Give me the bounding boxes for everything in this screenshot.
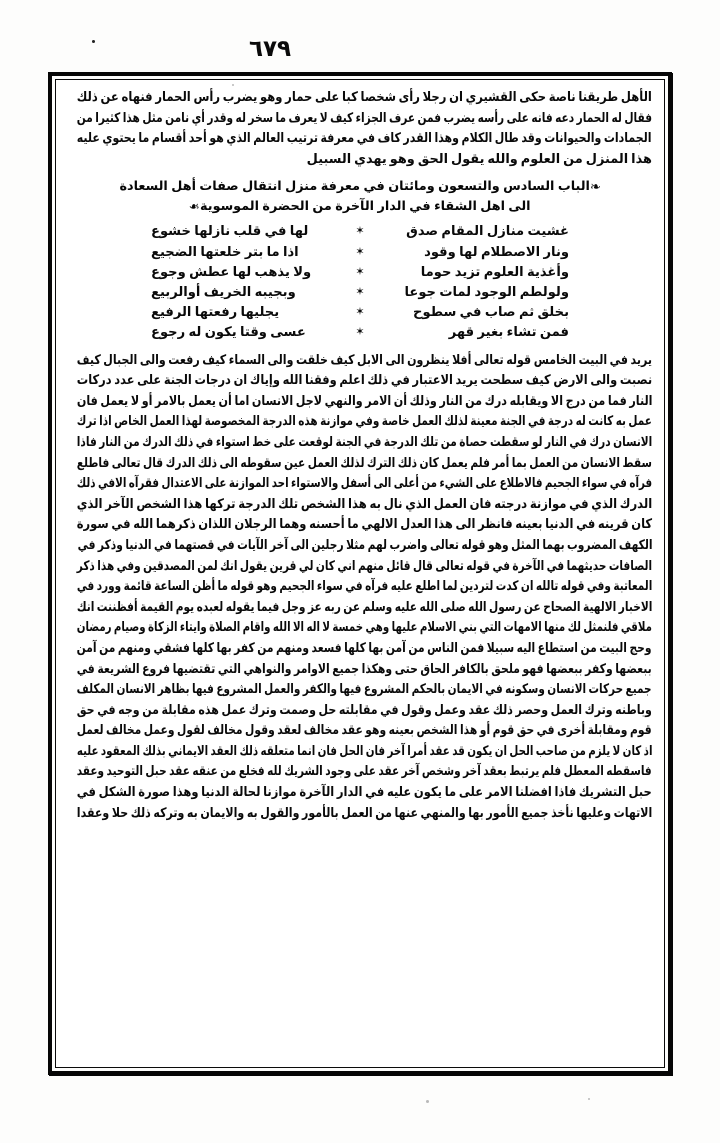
text-line: نصبت والى الارض كيف سطحت يريد الاعتبار في ذلك اعلم وفقنا الله وإياك ان درجات الجنة على عدد دركات [76, 373, 653, 389]
text-line: حبل التشريك فاذا افضلنا الامر على ما يكون عليه في الدار الآخرة موازنا لحالة الدنيا وهذا صورة الشكل في [76, 785, 652, 801]
ink-speck [588, 1098, 590, 1100]
page-content [56, 80, 664, 1067]
text-line: عمل به كانت له درجة في الجنة معينة لذلك العمل خاصة وفي موازنة هذه الدرجة المخصوصة لهذا العمل الخاص اذا ترك [76, 414, 652, 430]
text-line: اذ كان لا يلزم من صاحب الحل ان يكون قد عقد أمرا آخر فان الحل فان انما متعلقه ذلك العقد الايماني بذلك المعقود عليه [76, 743, 652, 759]
page-border-inner [55, 79, 665, 1068]
text-line: قوم ومقابلة أخرى في حق قوم أو هذا الشخص بعينه وهو عقد مخالف لعقد وقول مخالف لقول وعمل مخالف لعمل [77, 723, 652, 739]
hemistich-first: عسى وقتا يكون له رجوع [151, 325, 306, 341]
hemistich-second: فمن تشاء بغير قهر [448, 325, 569, 341]
hemistich-second: غشيت منازل المقام صدق [406, 224, 569, 240]
text-line: فاسقطه المعطل فلم يرتبط بعقد آخر وشخص آخر عقد على وجود الشريك لله فخلع من عنقه عقد حبل التوحيد وعقد [77, 764, 653, 780]
poem-verse [68, 222, 652, 242]
hemistich-first: لها في قلب نازلها خشوع [151, 224, 309, 240]
poem-verse [68, 303, 652, 323]
text-line: فرآه في سواء الجحيم فالاطلاع على الشيء من أعلى الى أسفل والاستواء احد الموازنة على الاعتدال فقرآه الافي ذلك [76, 476, 652, 492]
page-border-outer [48, 72, 672, 1075]
verse-separator-icon: ✶ [355, 264, 365, 278]
text-line: كان قرينه في الدنيا بعينه فانظر الى هذا العدل الالهي ما أحسنه وهما الرجلان اللذان ذكرهما الله في سورة [76, 517, 652, 533]
verse-separator-icon: ✶ [355, 325, 365, 339]
text-line: الصافات حديثهما في الآخرة في قوله تعالى قال قائل منهم اني كان لي قرين يقول انك لمن المصدقين وفي هذا ذكر [76, 558, 652, 574]
text-line: الدرك الذي في موازنة درجته فان العمل الذي نال به هذا الشخص تلك الدرجة تركها هذا الشخص الآخر الذي [76, 496, 653, 512]
floret-ornament-icon: ❧ [589, 180, 601, 196]
hemistich-first: يجليها رفعتها الرفيع [151, 305, 280, 321]
text-line: هذا المنزل من العلوم والله يقول الحق وهو يهدي السبيل [306, 151, 652, 167]
text-line: الجمادات والحيوانات وقد طال الكلام وهذا القدر كاف في معرفة ترتيب العالم الذي هو أحد أقسام ما يحتوي عليه [77, 131, 653, 147]
text-line: جميع حركات الانسان وسكونه في الايمان بالحكم المشروع فيها والكفر والعمل المشروع فيها بظاهر الانسان المكلف [77, 682, 653, 698]
text-line: الانسان درك في النار لو سقطت حصاة من تلك الدرجة في الجنة لوقعت على خط استواء في ذلك الدرك من النار فاذا [76, 434, 652, 450]
poem [68, 222, 652, 343]
text-line: ملاقي فلنمثل لك منها الامهات التي بني الاسلام عليها وهي خمسة لا اله الا الله واقام الصلاة وايتاء الزكاة وصيام رمضان [76, 620, 652, 636]
text-line: ببعضها وكفر ببعضها فهو ملحق بالكافر الحاق حتى وهكذا جميع الاوامر والنواهي التي تقتضيها فروع الشريعة في [76, 661, 653, 677]
chapter-heading-line-1: ❧الباب السادس والتسعون ومائتان في معرفة منزل انتقال صفات أهل السعادة [119, 179, 601, 196]
hemistich-second: ولولطم الوجود لمات جوعا [404, 284, 569, 300]
ink-speck [426, 1100, 429, 1103]
chapter-heading-line-2: الى اهل الشقاء في الدار الآخرة من الحضرة الموسوية❧ [189, 198, 531, 215]
floret-ornament-icon: ❧ [189, 199, 200, 215]
opening-paragraph [68, 88, 652, 170]
text-line: سقط الانسان من العمل بما أمر فلم يعمل كان ذلك الترك لذلك العمل عين سقوطه الى ذلك الدرك قال تعالى فاطلع [76, 455, 652, 471]
hemistich-first: وبجيبه الخريف أوالربيع [151, 284, 296, 300]
text-line: الكهف المضروب بهما المثل وهو قوله تعالى واضرب لهم مثلا رجلين الى آخر الآيات في قصتهما في الدنيا وذكر في [77, 537, 653, 553]
verse-separator-icon: ✶ [355, 284, 365, 298]
verse-separator-icon: ✶ [355, 244, 365, 258]
text-line: الاخبار الالهية الصحاح عن رسول الله صلى الله عليه وسلم عن ربه عز وجل فيما يقوله لعبده يوم القيمة أفظننت انك [76, 599, 652, 615]
chapter-heading [68, 177, 652, 216]
hemistich-second: ونار الاصطلام لها وقود [424, 244, 569, 260]
text-line: فقال له الحمار دعه فانه على رأسه يضرب فمن عرف الجزاء كيف لا يعرف ما سخر له وقدر أي نامن مثل هذا كثيرا من [76, 110, 652, 126]
page-number: ٦٧٩ [248, 36, 292, 62]
text-line: وحج البيت من استطاع اليه سبيلا فمن الناس من آمن بها كلها فسعد ومنهم من كفر بها كلها فشقي ومنهم من آمن [77, 640, 653, 656]
poem-verse [68, 263, 652, 283]
hemistich-second: وأغذية العلوم تزيد حوما [420, 264, 569, 280]
text-line: يريد في البيت الخامس قوله تعالى أفلا ينظرون الى الابل كيف خلقت والى السماء كيف رفعت والى الجبال كيف [76, 352, 652, 368]
poem-verse [68, 283, 652, 303]
verse-separator-icon: ✶ [355, 305, 365, 319]
hemistich-first: اذا ما بتر خلعتها الضجيع [151, 244, 299, 260]
main-paragraph [68, 351, 652, 825]
poem-verse [68, 323, 652, 343]
verse-separator-icon: ✶ [355, 224, 365, 238]
poem-verse [68, 243, 652, 263]
text-line: وباطنه وترك العمل وحصر ذلك عقد وعمل وقول في مقابلته حل وصمت وترك عمل هذه مقابلة من وجه في حق [76, 702, 653, 718]
hemistich-first: ولا يذهب لها عطش وجوع [151, 264, 312, 280]
text-line: النار فما من درج الا ويقابله درك من النار وذلك أن الامر والنهي لاجل الانسان اما أن يعمل بالامر أو لا يعمل فان [76, 393, 652, 409]
hemistich-second: بخلق ثم صاب في سطوح [413, 305, 569, 321]
text-line: الاتهات وعليها نأخذ جميع الأمور بها والمنهي عنها من العمل بالأمور والقول به والايمان به وتركه ذلك حلا وعقدا [76, 805, 652, 821]
text-line: الأهل طريقنا ناصة حكى القشيري ان رجلا رأى شخصا كبا على حمار وهو يضرب رأس الحمار فنهاه عن ذلك [76, 90, 652, 105]
text-line: المعاتبة وفي قوله تالله ان كدت لتردين لما اطلع عليه فرآه في سواء الجحيم وهو قوله ما أظن الساعة قائمة وورد في [76, 579, 653, 595]
